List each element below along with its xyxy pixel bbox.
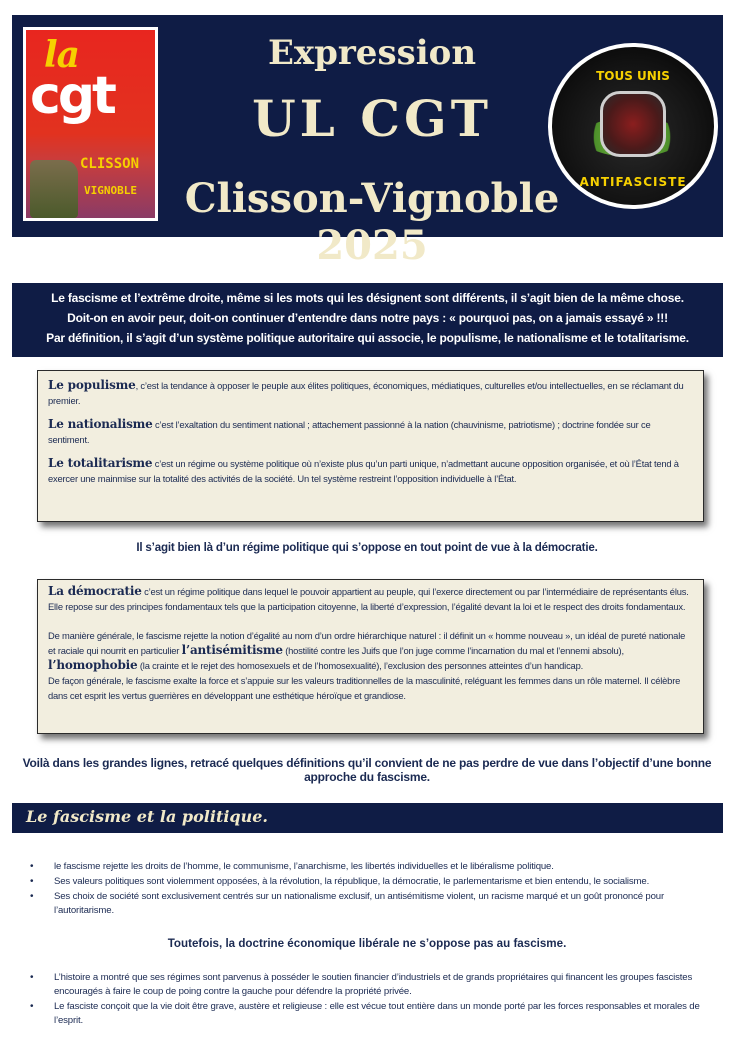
list-item: • Ses choix de société sont exclusivement centrés sur un nationalisme exclusif, un antisémitisme violent, un racisme marqué et un goût prononcé pour l’autoritarisme. xyxy=(30,890,710,918)
intro-line-3: Par définition, il s’agit d’un système politique autoritaire qui associe, le populisme, le nationalisme et le totalitarisme. xyxy=(46,331,689,345)
term-nationalisme: Le nationalisme xyxy=(48,417,153,431)
text-democratie: c’est un régime politique dans lequel le pouvoir appartient au peuple, qui l’exerce directement ou par l’intermédiaire de représentants élus. Elle repose sur des principes fondamentaux tels que la participation citoyenne, la liberté d’expression, l’égalité devant la loi et le respect des droits fondamentaux. xyxy=(48,586,689,612)
term-populisme: Le populisme xyxy=(48,378,136,392)
text-populisme: , c’est la tendance à opposer le peuple aux élites politiques, économiques, médiatiques, culturelles et/ou intellectuelles, en se réclamant du premier. xyxy=(48,380,684,406)
logo-area-name: VIGNOBLE xyxy=(84,184,137,197)
text-equality-b: (hostilité contre les Juifs que l’on juge comme l’incarnation du mal et l’ennemi absolu), xyxy=(282,645,624,656)
intro-banner xyxy=(12,283,723,357)
intro-line-1: Le fascisme et l’extrême droite, même si les mots qui les désignent sont différents, il s’agit bien de la même chose. xyxy=(51,291,684,305)
statement-liberal-doctrine: Toutefois, la doctrine économique libérale ne s’oppose pas au fascisme. xyxy=(167,937,567,950)
logo-cgt-text: cgt xyxy=(30,66,114,126)
logo-town-name: CLISSON xyxy=(80,156,140,172)
politics-bullet-list xyxy=(30,860,710,919)
logo-town-illustration xyxy=(26,150,155,218)
definition-nationalisme xyxy=(48,417,693,447)
text-totalitarisme: c’est un régime ou système politique où n’existe plus qu’un parti unique, n’admettant aucune opposition organisée, et où l’État tend à exercer une mainmise sur la totalité des activités de la société. Un tel système restreint l’opposition individuelle à l’État. xyxy=(48,458,679,484)
statement-summary: Voilà dans les grandes lignes, retracé quelques définitions qu’il convient de ne pas perdre de vue dans l’objectif d’une bonne approche du fascisme. xyxy=(22,756,712,784)
text-nationalisme: c’est l’exaltation du sentiment national ; attachement passionné à la nation (chauvinisme, patriotisme) ; doctrine fondée sur ce sentiment. xyxy=(48,419,651,445)
term-antisemitisme: l’antisémitisme xyxy=(181,643,283,657)
list-item: • le fascisme rejette les droits de l’homme, le communisme, l’anarchisme, les libertés individuelles et le libéralisme politique. xyxy=(30,860,710,874)
antifascist-badge xyxy=(548,43,718,209)
definition-totalitarisme xyxy=(48,456,693,486)
badge-bottom-text: ANTIFASCISTE xyxy=(579,175,687,189)
list-item: • L’histoire a montré que ses régimes sont parvenus à posséder le soutien financier d’industriels et de grands propriétaires qui financent les groupes fascistes encouragés à faire le coup de poing contre la gauche pour défendre la propriété privée. xyxy=(30,971,710,999)
text-equality-a: De manière générale, le fascisme rejette la notion d’égalité au nom d’un ordre hiérarchique naturel : il définit un « homme nouveau », un idéal de pureté nationale et raciale qui nourrit en particulier xyxy=(48,630,686,656)
term-totalitarisme: Le totalitarisme xyxy=(48,456,153,470)
term-democratie: La démocratie xyxy=(48,584,142,598)
definition-populisme xyxy=(48,378,693,408)
term-homophobie: l’homophobie xyxy=(48,658,138,672)
castle-icon xyxy=(30,160,78,218)
title-ul-cgt: UL CGT xyxy=(252,89,492,148)
definitions-card xyxy=(37,370,704,522)
title-expression: Expression xyxy=(267,33,477,73)
paragraph-fascism-force: De façon générale, le fascisme exalte la force et s’appuie sur les valeurs traditionnelles de la masculinité, reléguant les femmes dans un rôle maternel. Il célèbre dans cet esprit les vertus guerrières en développant une esthétique héroïque et grandiose. xyxy=(48,675,681,701)
section-header xyxy=(12,803,723,833)
definition-democratie xyxy=(48,584,693,614)
intro-line-2: Doit-on en avoir peur, doit-on continuer d’entendre dans notre pays : « pourquoi pas, on a jamais essayé » !!! xyxy=(67,311,668,325)
title-clisson-vignoble: Clisson-Vignoble 2025 xyxy=(184,175,560,269)
text-equality-c: (la crainte et le rejet des homosexuels et de l’homosexualité), l’exclusion des personnes atteintes d’un handicap. xyxy=(137,660,583,671)
list-item: • Le fasciste conçoit que la vie doit être grave, austère et religieuse : elle est vécue tout entière dans un monde porté par les forces responsables et morales de l’esprit. xyxy=(30,1000,710,1028)
list-item: • Ses valeurs politiques sont violemment opposées, à la révolution, la république, la démocratie, le parlementarisme et bien entendu, le socialisme. xyxy=(30,875,710,889)
section-title: Le fascisme et la politique. xyxy=(26,807,268,826)
paragraph-fascism-equality xyxy=(48,628,693,673)
democracy-card xyxy=(37,579,704,734)
statement-democracy: Il s’agit bien là d’un régime politique qui s’oppose en tout point de vue à la démocratie. xyxy=(136,541,598,554)
header-banner xyxy=(12,15,723,269)
fist-icon xyxy=(600,91,666,157)
economy-bullet-list xyxy=(30,971,710,1029)
logo-la-text: la xyxy=(44,34,80,76)
cgt-clisson-logo xyxy=(23,27,158,221)
badge-top-text: TOUS UNIS xyxy=(596,69,670,83)
